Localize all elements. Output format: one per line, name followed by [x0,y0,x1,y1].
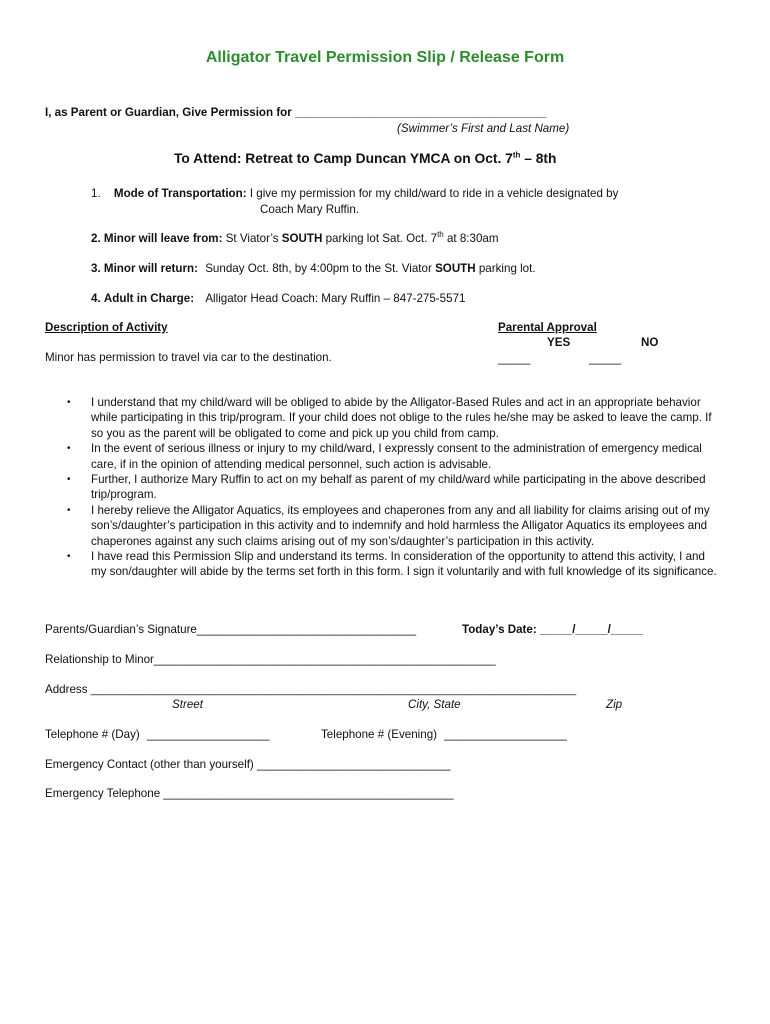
tel-eve-field[interactable]: ___________________ [444,728,567,741]
bullet-text: In the event of serious illness or injury to my child/ward, I expressly consent to the administration of emergency medical care, if in the opinion of attending medical personnel, such action is advisable. [91,442,702,471]
yes-field[interactable]: _____ [498,352,531,365]
item-num: 1. [91,187,101,200]
item-label: Mode of Transportation: [113,187,247,200]
attend-heading [174,150,556,168]
list-item [67,472,719,503]
no-field[interactable]: _____ [589,352,622,365]
signature-field[interactable]: __________________________________ [196,623,417,636]
bullet-glyph: • [67,397,71,408]
bullet-text: Further, I authorize Mary Ruffin to act on my behalf as parent of my child/ward while participating in the above described trip/program. [91,473,706,502]
item-label: Adult in Charge: [103,292,195,305]
attend-suffix: – 8th [520,151,557,166]
date-field[interactable]: Today’s Date: _____/_____/_____ [462,623,644,636]
list-item [67,441,719,472]
address-label: Address [45,683,88,696]
zip-caption: Zip [606,698,623,711]
item-adult [91,292,465,306]
item-text: I give my permission for my child/ward to ride in a vehicle designated by [249,187,619,200]
activity-text: Minor has permission to travel via car to the destination. [45,351,332,364]
relationship-field[interactable]: _____________________________________________________ [153,653,496,666]
item-num: 2. [91,232,101,245]
item-text: Sunday Oct. 8th, by 4:00pm to the St. Viator [205,262,436,275]
emergency-contact-label: Emergency Contact (other than yourself) [45,758,254,771]
list-item [67,395,719,441]
item-label: Minor will leave from: [103,232,223,245]
permission-label: I, as Parent or Guardian, Give Permission for [45,106,292,119]
relationship-label: Relationship to Minor [45,653,154,666]
emergency-tel-row [45,787,454,801]
attend-sup: th [512,150,521,160]
tel-day-row [45,728,270,742]
bullet-text: I understand that my child/ward will be obliged to abide by the Alligator-Based Rules and act in an appropriate behavior while participating in this trip/program. If your child does not oblige to the rules he/she may be asked to leave the camp. If so you as the parent will be obligated to come and pick up you child from camp. [91,396,712,440]
emergency-tel-field[interactable]: _____________________________________________ [163,787,454,800]
bullet-glyph: • [67,551,71,563]
list-item [67,503,719,549]
item-transportation-cont: Coach Mary Ruffin. [260,203,360,216]
attend-prefix: To Attend: Retreat to Camp Duncan YMCA on Oct. 7 [174,151,513,166]
bullet-glyph: • [67,443,71,455]
item-sup: th [437,230,444,240]
item-label: Minor will return: [103,262,198,275]
item-text-b: parking lot Sat. Oct. 7 [322,232,438,245]
yes-label: YES [547,336,571,349]
permission-line [45,106,546,120]
item-text-b: parking lot. [475,262,536,275]
address-row [45,683,576,697]
signature-label: Parents/Guardian’s Signature [45,623,197,636]
swimmer-caption: (Swimmer’s First and Last Name) [397,122,570,135]
tel-eve-label: Telephone # (Evening) [321,728,438,741]
item-text: Alligator Head Coach: Mary Ruffin – 847-275-5571 [205,292,466,305]
item-text: St Viator’s [225,232,282,245]
emergency-contact-row [45,758,450,772]
bullet-glyph: • [67,474,71,486]
bullet-glyph: • [67,504,71,516]
relationship-row [45,653,496,667]
approval-heading: Parental Approval [498,321,597,334]
item-bold: SOUTH [435,262,476,275]
item-num: 3. [91,262,101,275]
item-num: 4. [91,292,101,305]
terms-list [67,395,719,580]
item-text-c: at 8:30am [443,232,499,245]
item-return [91,262,536,276]
emergency-tel-label: Emergency Telephone [45,787,161,800]
item-bold: SOUTH [281,232,323,245]
tel-day-label: Telephone # (Day) [45,728,140,741]
street-caption: Street [172,698,203,711]
item-transportation [91,187,618,201]
bullet-text: I hereby relieve the Alligator Aquatics, its employees and chaperones from any and all liability for claims arising out of my son’s/daughter’s participation in this activity and to indemnify and hold harmless the Alligator Aquatics its employees and chaperones against any such claims arising out of my son’s/daughter’s participation in this activity. [91,503,710,548]
form-title: Alligator Travel Permission Slip / Release Form [205,49,565,66]
tel-day-field[interactable]: ___________________ [146,728,270,741]
list-item [67,549,719,580]
item-leave-from [91,232,499,246]
bullet-text: I have read this Permission Slip and understand its terms. In consideration of the opportunity to attend this activity, I and my son/daughter will abide by the terms set forth in this form. I sign it voluntarily and with full knowledge of its significance. [91,550,717,579]
signature-row [45,623,416,637]
tel-eve-row [321,728,567,742]
address-field[interactable]: ______________________________________________________________________________ [90,684,577,696]
swimmer-name-field[interactable]: _______________________________________ [295,106,547,119]
desc-heading: Description of Activity [45,321,168,334]
emergency-contact-field[interactable]: ______________________________ [257,758,451,771]
no-label: NO [641,336,659,349]
city-caption: City, State [408,698,461,711]
